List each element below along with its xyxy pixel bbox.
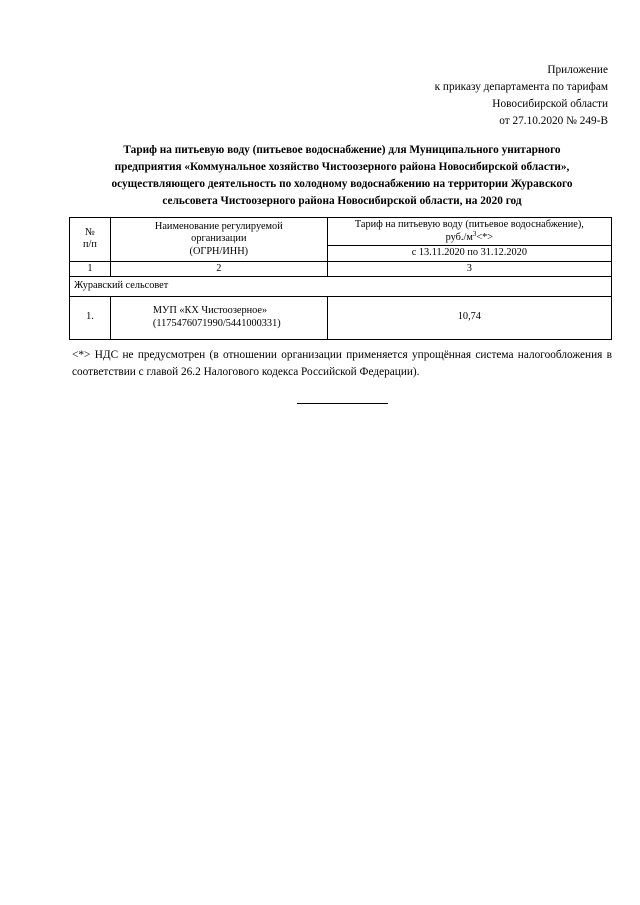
header-tariff-unit: руб./м: [445, 231, 473, 243]
header-tariff-line-2: [332, 229, 607, 245]
header-number-sublabel: п/п: [83, 239, 97, 251]
period-cell: с 13.11.2020 по 31.12.2020: [327, 246, 611, 262]
annex-label: Приложение: [547, 64, 608, 76]
title-line-2: предприятия «Коммунальное хозяйство Чистоозерного района Новосибирской области»,: [114, 161, 570, 173]
header-organization-line-1: Наименование регулируемой: [154, 220, 283, 232]
header-tariff-unit-superscript: 3: [472, 229, 477, 238]
header-tariff-footnote-mark: <*>: [476, 231, 494, 243]
row-organization-ids: (1175476071990/5441000331): [152, 317, 281, 329]
table-column-numbers-row: [70, 261, 612, 277]
closing-divider: [297, 403, 388, 404]
title-line-1: Тариф на питьевую воду (питьевое водоснабжение) для Муниципального унитарного: [123, 144, 561, 156]
header-number-label: №: [85, 226, 95, 238]
row-number-cell: 1.: [70, 296, 111, 339]
row-organization-name: МУП «КХ Чистоозерное»: [152, 305, 268, 316]
table-section-row: [70, 277, 612, 297]
header-tariff-line-1: Тариф на питьевую воду (питьевое водоснабжение),: [354, 219, 584, 230]
row-tariff-cell: 10,74: [327, 296, 611, 339]
section-title-cell: Журавский сельсовет: [70, 277, 612, 297]
annex-order-date: от 27.10.2020 № 249-В: [499, 115, 608, 127]
column-number-1: 1: [70, 261, 111, 277]
table-header-row: [70, 218, 612, 246]
document-title: [72, 142, 612, 210]
header-organization-line-3: (ОГРН/ИНН): [189, 245, 249, 257]
title-line-3: осуществляющего деятельность по холодному водоснабжению на территории Журавского: [111, 178, 573, 190]
header-organization-line-2: организации: [191, 233, 247, 244]
column-number-2: 2: [110, 261, 327, 277]
header-tariff-cell: [327, 218, 611, 246]
table-row: [70, 296, 612, 339]
tariff-table: [69, 217, 612, 340]
annex-order-ref: к приказу департамента по тарифам: [434, 81, 608, 93]
annex-region: Новосибирской области: [492, 98, 608, 110]
annex-header: [435, 62, 608, 130]
footnote: <*> НДС не предусмотрен (в отношении организации применяется упрощённая система налогообложения в соответствии с главой 26.2 Налогового кодекса Российской Федерации).: [72, 349, 612, 378]
row-organization-cell: [110, 296, 327, 339]
title-line-4: сельсовета Чистоозерного района Новосибирской области, на 2020 год: [162, 195, 522, 207]
header-number-cell: [70, 218, 111, 262]
column-number-3: 3: [327, 261, 611, 277]
header-organization-cell: [110, 218, 327, 262]
